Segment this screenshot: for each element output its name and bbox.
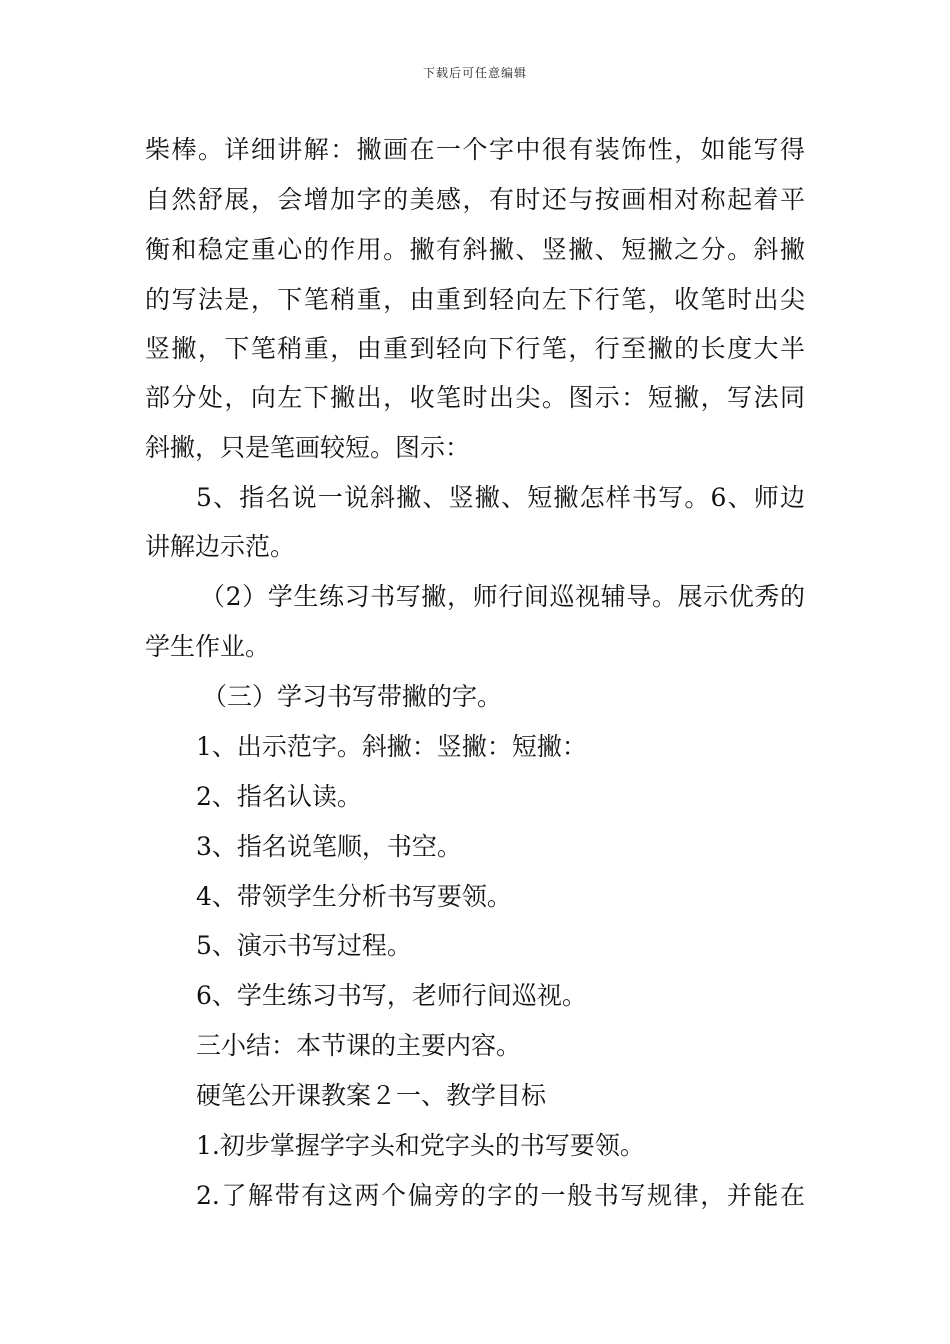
list-item: 3、指名说笔顺，书空。	[196, 832, 462, 861]
page-header-note: 下载后可任意编辑	[422, 66, 527, 80]
paragraph-line: 部分处，向左下撇出，收笔时出尖。图示：短撇，写法同	[145, 383, 805, 412]
paragraph-line: 竖撇，下笔稍重，由重到轻向下行笔，行至撇的长度大半	[145, 334, 805, 363]
list-item: 2、指名认读。	[196, 782, 362, 811]
list-item: 1、出示范字。斜撇：竖撇：短撇：	[196, 732, 587, 761]
paragraph-line: 学生作业。	[145, 632, 271, 661]
list-item: 2.了解带有这两个偏旁的字的一般书写规律，并能在	[196, 1181, 805, 1210]
section-heading: （三）学习书写带撇的字。	[202, 682, 503, 711]
paragraph-line: 斜撇，只是笔画较短。图示：	[145, 433, 471, 462]
list-item: 5、演示书写过程。	[196, 931, 412, 960]
list-item: 6、学生练习书写，老师行间巡视。	[196, 981, 587, 1010]
list-item: 4、带领学生分析书写要领。	[196, 882, 512, 911]
section-heading: 硬笔公开课教案２一、教学目标	[196, 1081, 547, 1110]
paragraph-line: 柴棒。详细讲解：撇画在一个字中很有装饰性，如能写得	[145, 135, 805, 164]
list-item: 1.初步掌握学字头和党字头的书写要领。	[196, 1131, 645, 1160]
paragraph-line: 的写法是，下笔稍重，由重到轻向左下行笔，收笔时出尖	[145, 285, 805, 314]
summary-line: 三小结：本节课的主要内容。	[196, 1031, 522, 1060]
paragraph-line: 自然舒展，会增加字的美感，有时还与按画相对称起着平	[145, 185, 805, 214]
paragraph-line: 讲解边示范。	[145, 532, 296, 561]
paragraph-line: 衡和稳定重心的作用。撇有斜撇、竖撇、短撇之分。斜撇	[145, 235, 805, 264]
paragraph-line: 5、指名说一说斜撇、竖撇、短撇怎样书写。6、师边	[196, 483, 805, 512]
paragraph-line: （2）学生练习书写撇，师行间巡视辅导。展示优秀的	[200, 582, 805, 611]
